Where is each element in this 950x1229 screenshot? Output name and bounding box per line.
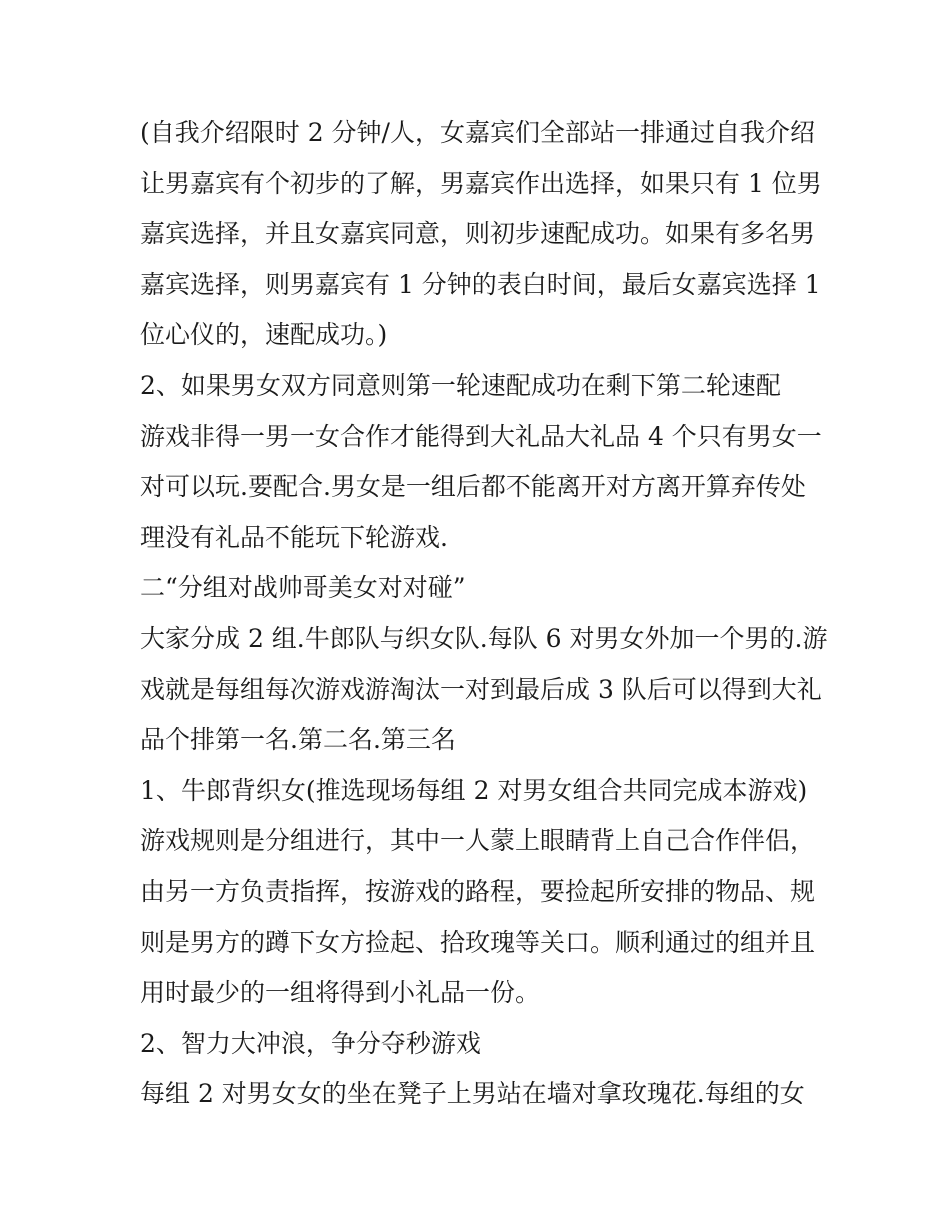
- text-line: 2、如果男女双方同意则第一轮速配成功在剩下第二轮速配: [140, 370, 781, 400]
- text-line: 位心仪的，速配成功。): [140, 320, 388, 350]
- section-heading: 二“分组对战帅哥美女对对碰”: [140, 573, 466, 603]
- text-line: 游戏非得一男一女合作才能得到大礼品大礼品 4 个只有男女一: [140, 421, 822, 451]
- text-line: 大家分成 2 组.牛郎队与织女队.每队 6 对男女外加一个男的.游: [140, 623, 828, 653]
- text-line: 由另一方负责指挥，按游戏的路程，要捡起所安排的物品、规: [140, 876, 816, 906]
- text-line: 对可以玩.要配合.男女是一组后都不能离开对方离开算弃传处: [140, 472, 806, 502]
- text-line: 1、牛郎背织女(推选现场每组 2 对男女组合共同完成本游戏): [140, 775, 808, 805]
- text-line: 用时最少的一组将得到小礼品一份。: [140, 978, 541, 1008]
- text-line: (自我介绍限时 2 分钟/人，女嘉宾们全部站一排通过自我介绍: [140, 118, 815, 147]
- text-line: 让男嘉宾有个初步的了解，男嘉宾作出选择，如果只有 1 位男: [140, 168, 822, 198]
- text-line: 嘉宾选择，则男嘉宾有 1 分钟的表白时间，最后女嘉宾选择 1: [140, 269, 821, 299]
- text-line: 游戏规则是分组进行，其中一人蒙上眼睛背上自己合作伴侣，: [140, 826, 816, 856]
- text-line: 理没有礼品不能玩下轮游戏.: [140, 522, 448, 552]
- text-line: 则是男方的蹲下女方捡起、拾玫瑰等关口。顺利通过的组并且: [140, 927, 816, 957]
- document-body: [140, 108, 828, 1120]
- text-line: 嘉宾选择，并且女嘉宾同意，则初步速配成功。如果有多名男: [140, 219, 816, 249]
- text-line: 戏就是每组每次游戏游淘汰一对到最后成 3 队后可以得到大礼: [140, 674, 822, 704]
- text-line: 2、智力大冲浪，争分夺秒游戏: [140, 1028, 481, 1058]
- text-line: 品个排第一名.第二名.第三名: [140, 725, 456, 755]
- text-line: 每组 2 对男女女的坐在凳子上男站在墙对拿玫瑰花.每组的女: [140, 1079, 805, 1109]
